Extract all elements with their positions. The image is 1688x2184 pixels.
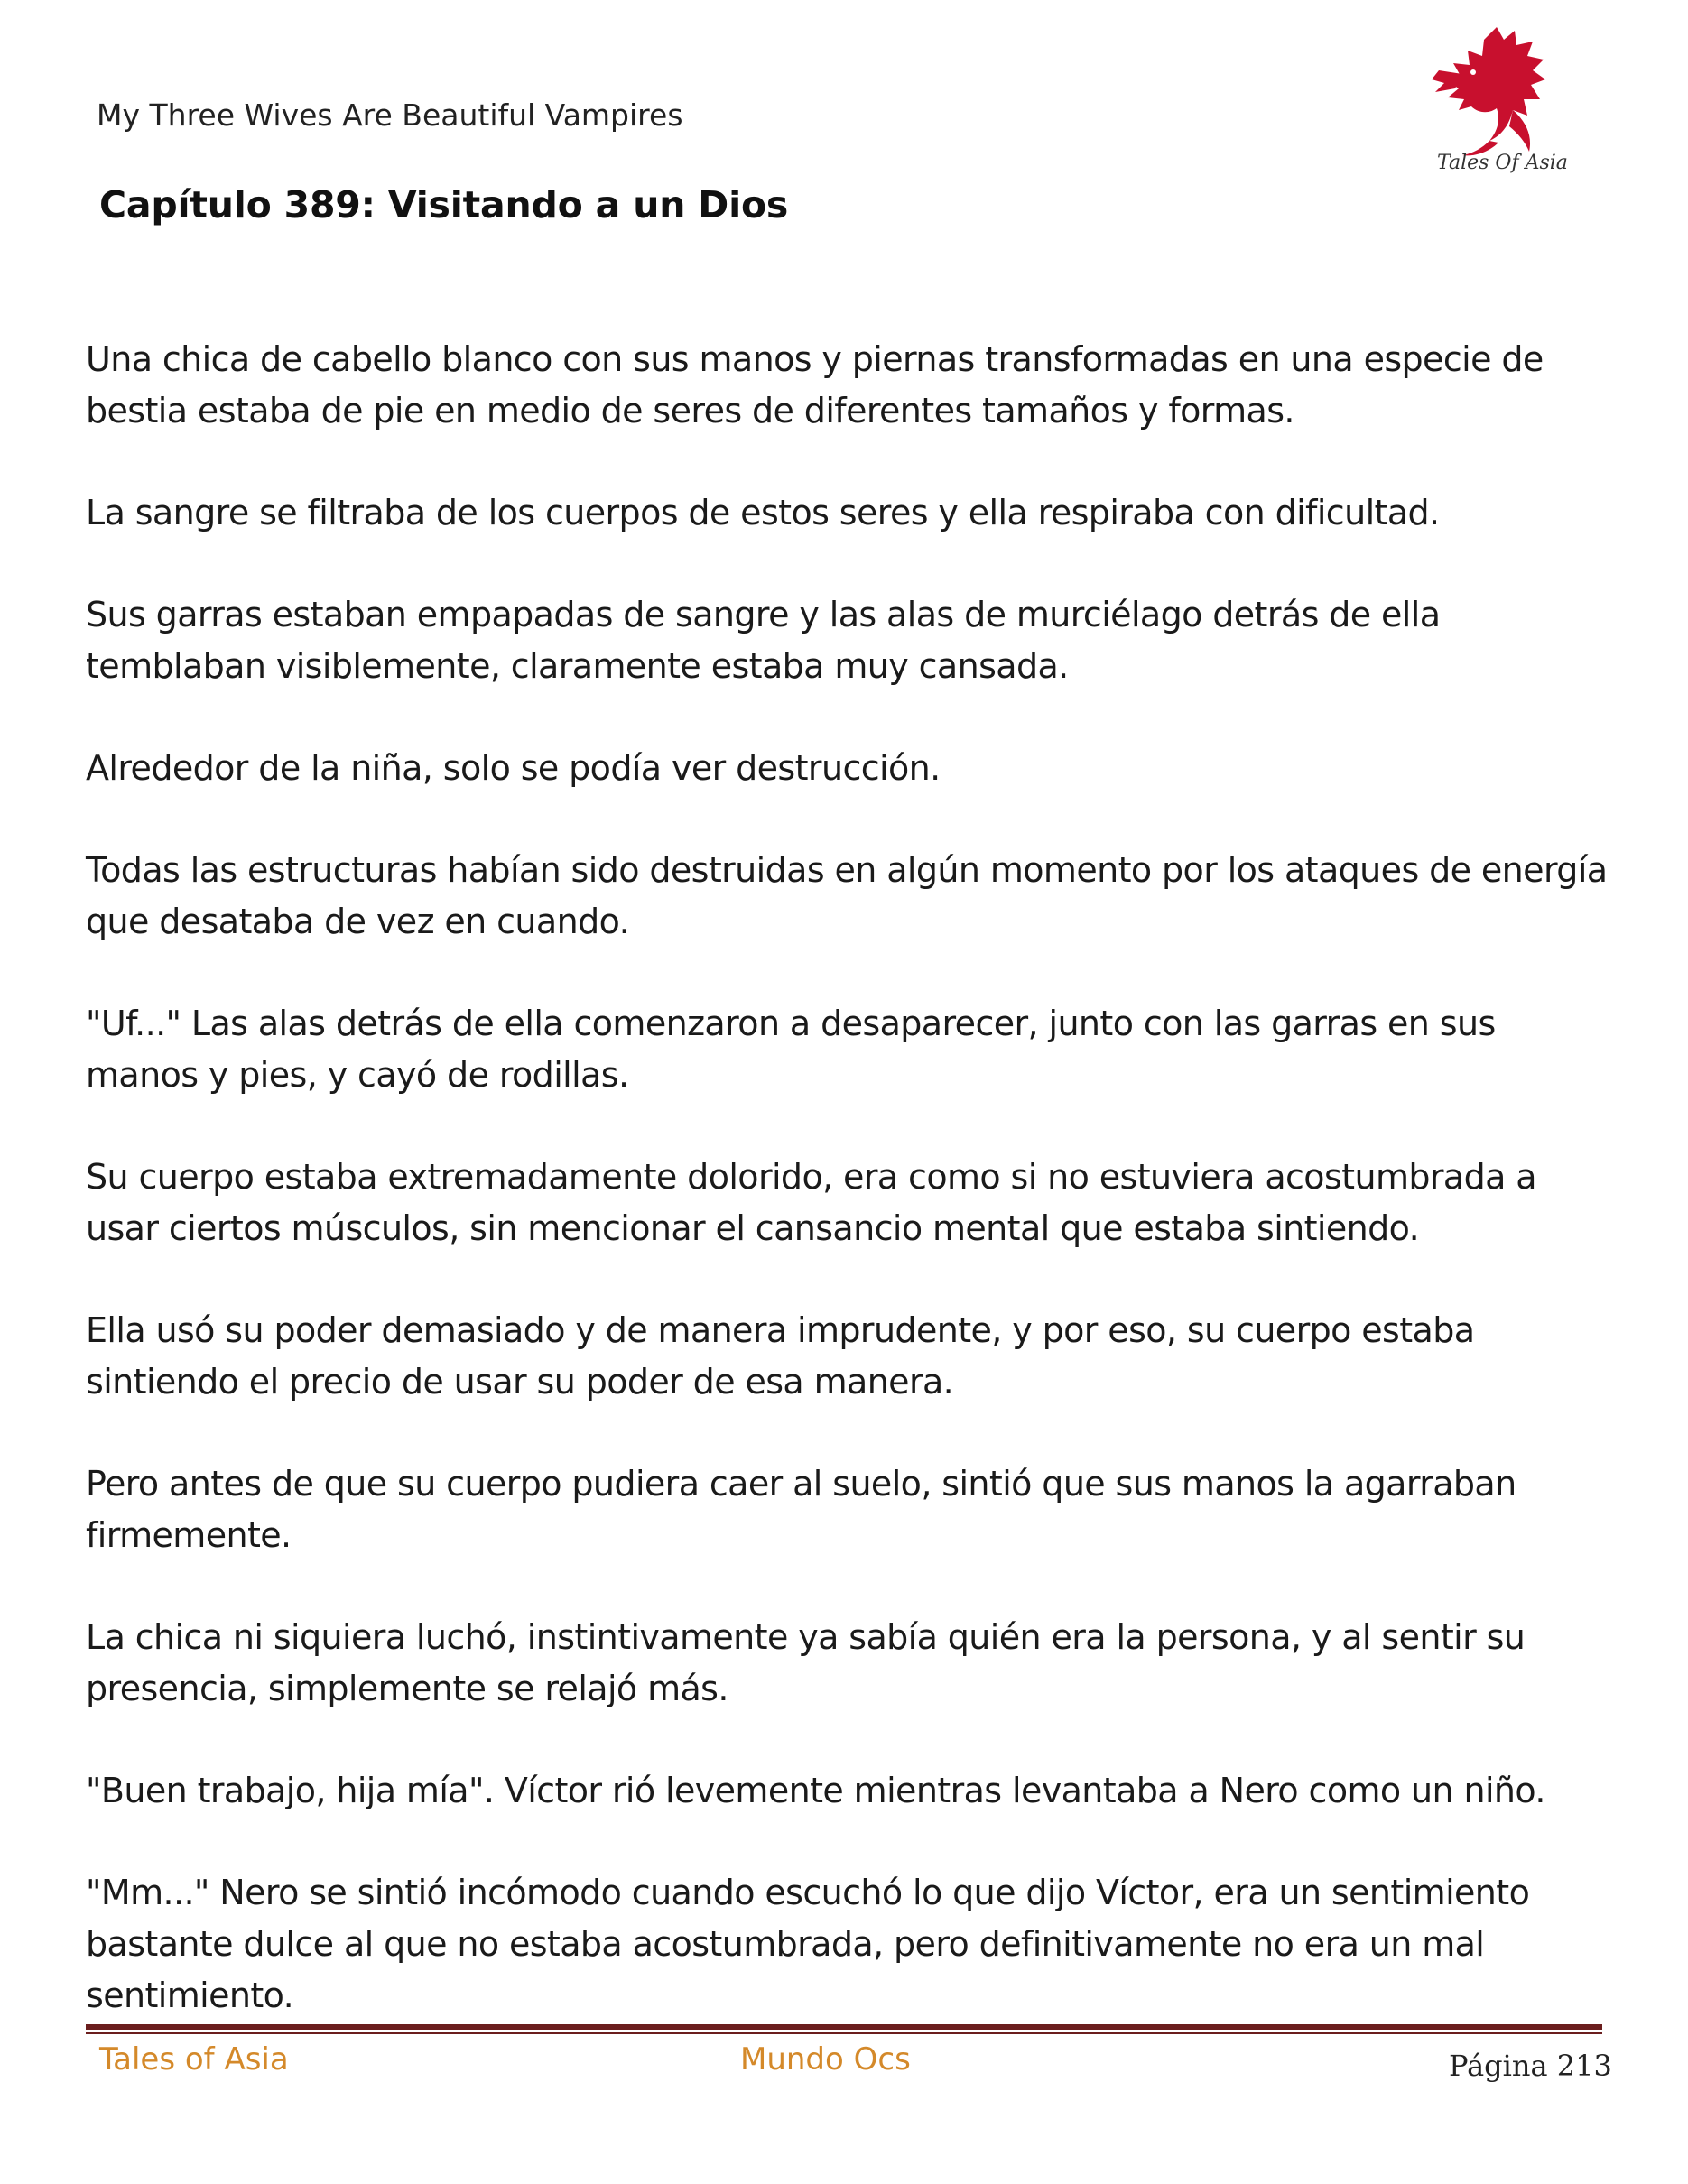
footer-divider-thin [86,2032,1602,2034]
footer-section-name: Mundo Ocs [740,2041,911,2078]
paragraph: Una chica de cabello blanco con sus manos y piernas transformadas en una especie de bestia estaba de pie en medio de seres de diferentes tamaños y formas. [86,339,1544,430]
footer-divider [86,2024,1602,2030]
paragraph: "Uf..." Las alas detrás de ella comenzaron a desaparecer, junto con las garras en sus manos y pies, y cayó de rodillas. [86,1004,1496,1095]
chapter-title: Capítulo 389: Visitando a un Dios [99,183,789,227]
paragraph: La chica ni siquiera luchó, instintivamente ya sabía quién era la persona, y al sentir su presencia, simplemente se relajó más. [86,1617,1526,1708]
paragraph: Alrededor de la niña, solo se podía ver destrucción. [86,748,941,788]
paragraph: Todas las estructuras habían sido destruidas en algún momento por los ataques de energía que desataba de vez en cuando. [86,850,1608,941]
paragraph: Pero antes de que su cuerpo pudiera caer al suelo, sintió que sus manos la agarraban firmemente. [86,1464,1516,1555]
footer-site-name: Tales of Asia [99,2041,289,2078]
paragraph: Su cuerpo estaba extremadamente dolorido, era como si no estuviera acostumbrada a usar ciertos músculos, sin mencionar el cansancio mental que estaba sintiendo. [86,1157,1536,1248]
page-number: Página 213 [1449,2049,1612,2083]
logo-caption: Tales Of Asia [1437,152,1568,174]
chapter-body [86,334,1611,2022]
paragraph: Ella usó su poder demasiado y de manera imprudente, y por eso, su cuerpo estaba sintiendo el precio de usar su poder de esa manera. [86,1310,1475,1402]
paragraph: Sus garras estaban empapadas de sangre y las alas de murciélago detrás de ella temblaban visiblemente, claramente estaba muy cansada. [86,595,1441,686]
paragraph: "Buen trabajo, hija mía". Víctor rió levemente mientras levantaba a Nero como un niño. [86,1771,1545,1810]
running-title: My Three Wives Are Beautiful Vampires [97,97,683,133]
paragraph: "Mm..." Nero se sintió incómodo cuando escuchó lo que dijo Víctor, era un sentimiento bastante dulce al que no estaba acostumbrada, pero definitivamente no era un mal sentimiento. [86,1873,1530,2015]
paragraph: La sangre se filtraba de los cuerpos de estos seres y ella respiraba con dificultad. [86,493,1440,532]
